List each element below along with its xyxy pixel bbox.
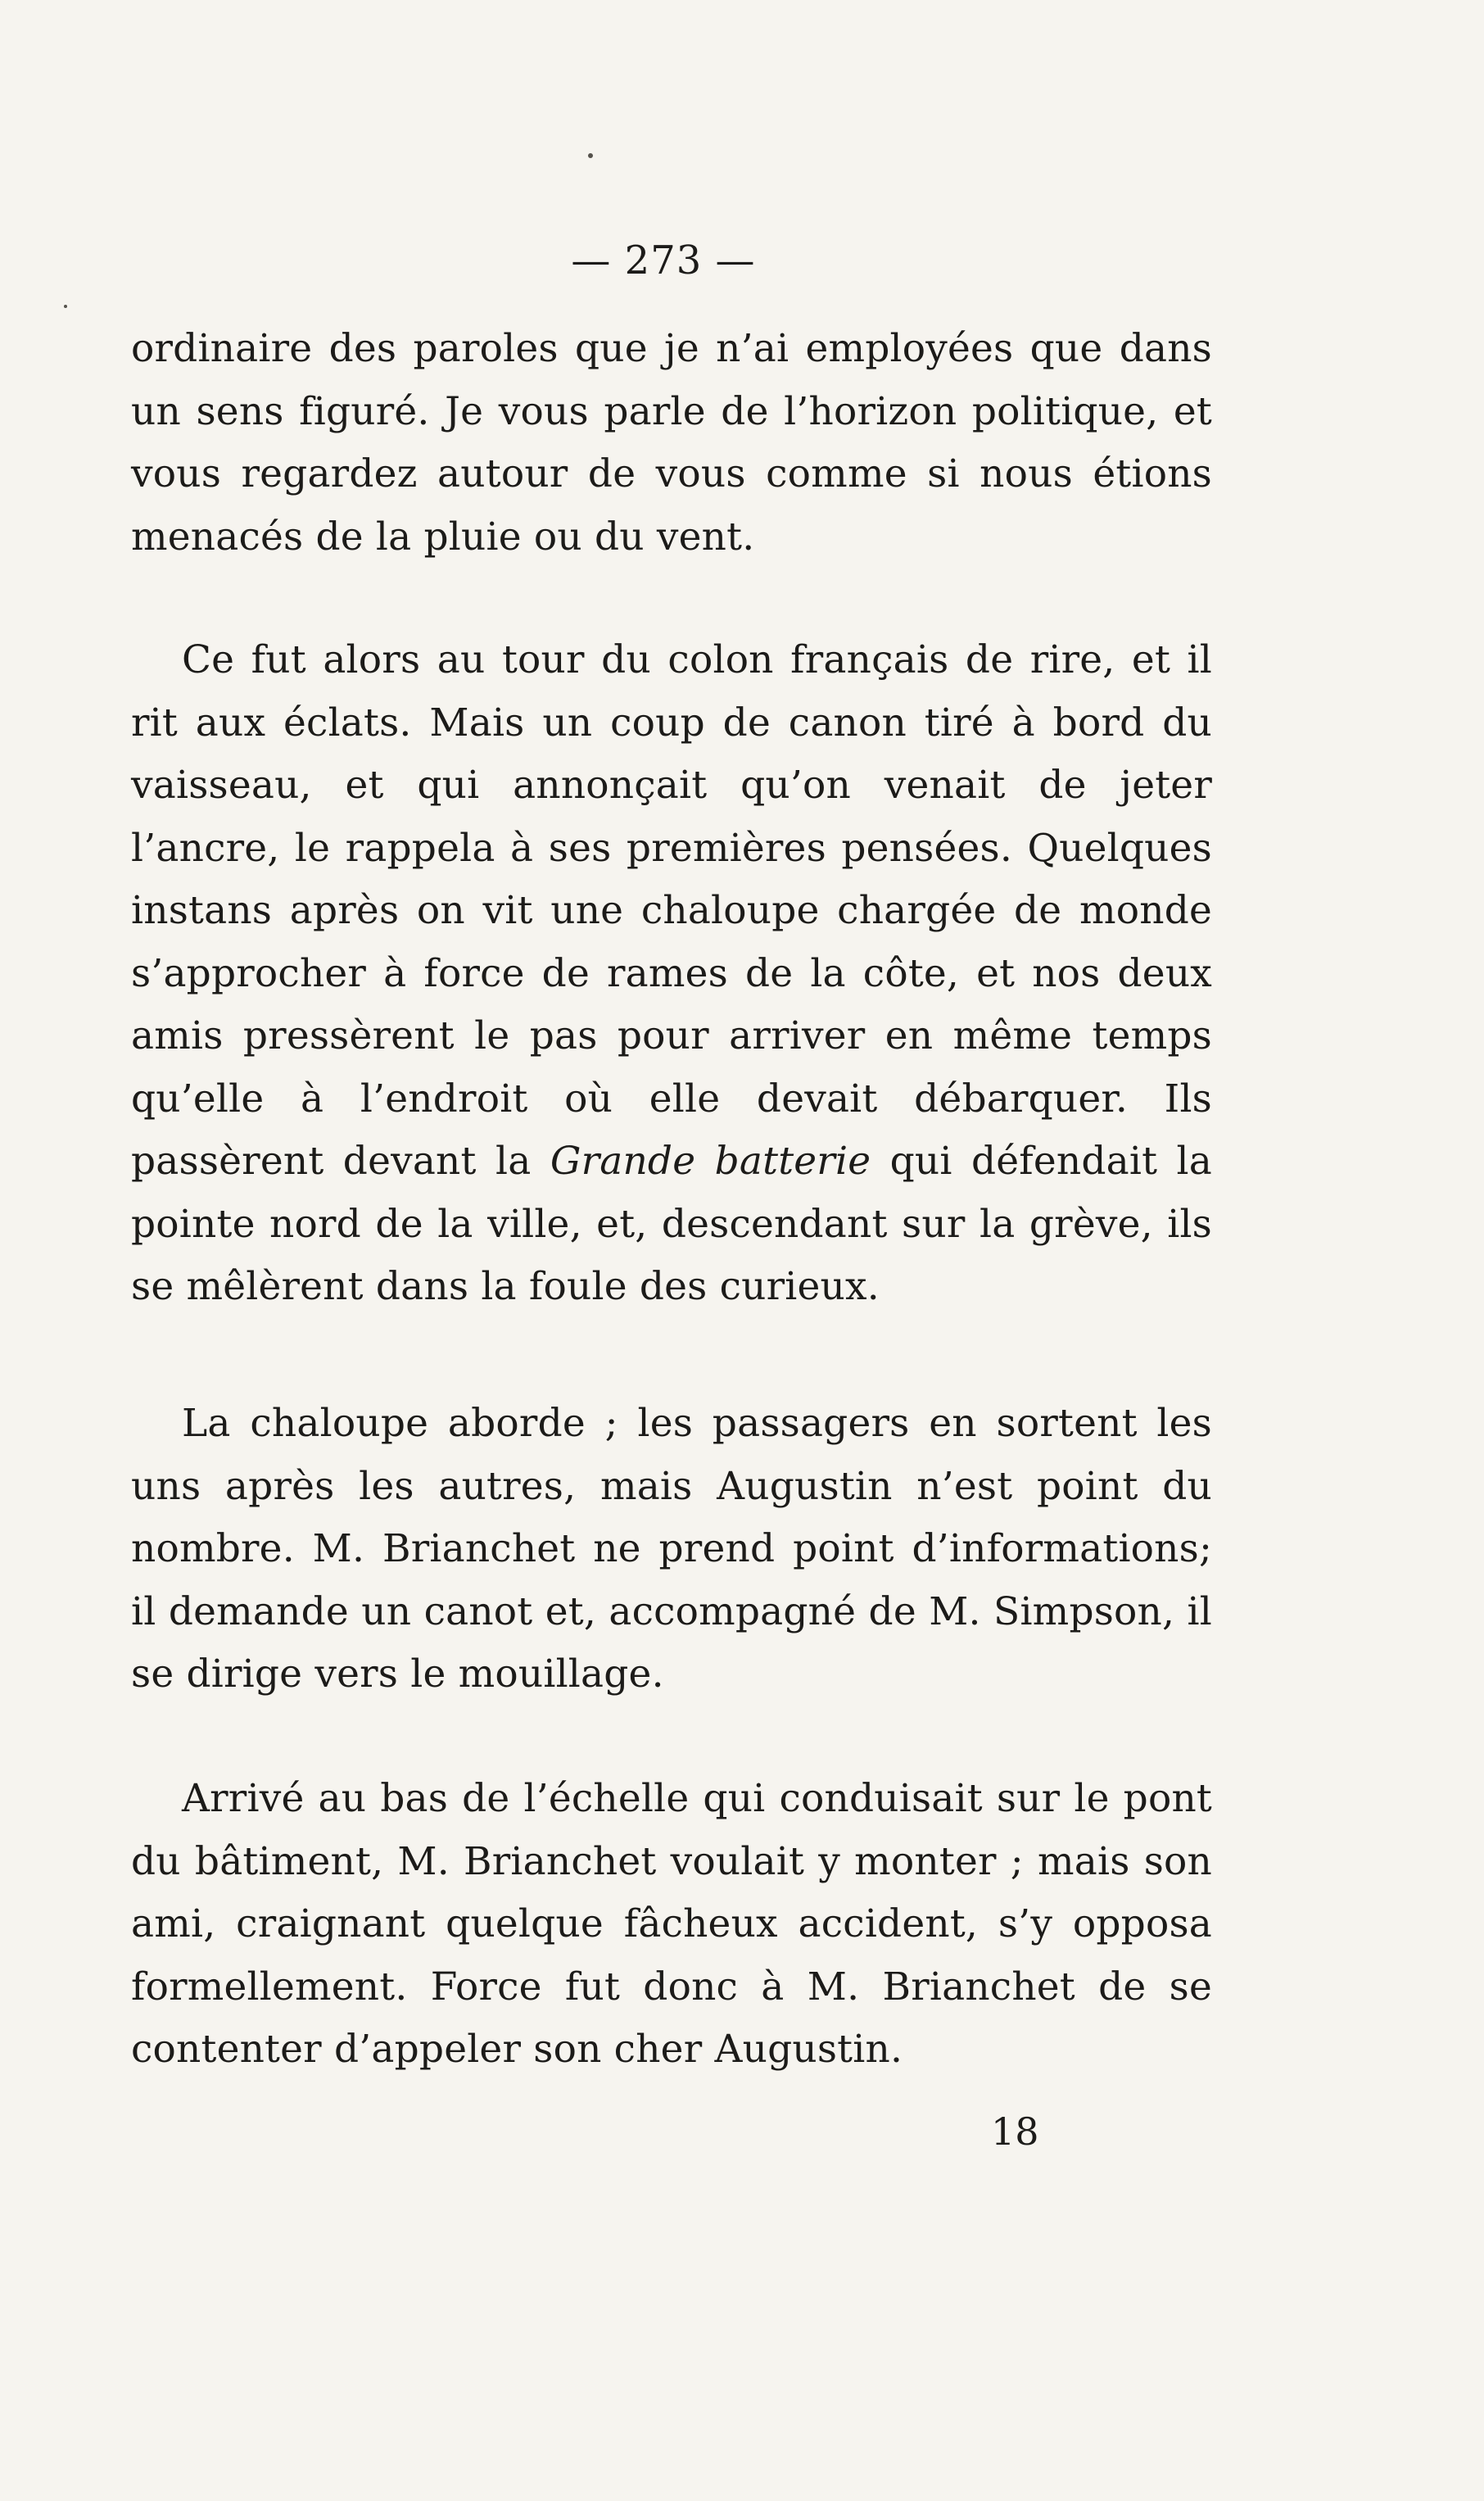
paragraph-continuation	[131, 318, 1212, 569]
ink-speck	[64, 305, 67, 308]
page-number-header: — 273 —	[571, 238, 756, 283]
paragraph-2-text-before: Ce fut alors au tour du colon français de rire, et il rit aux éclats. Mais un coup de canon tiré à bord du vaisseau, et qui annonçait qu’on venait de jeter l’ancre, le rappela à ses premières pensées. Quelques instans après on vit une chaloupe chargée de monde s’approcher à force de rames de la côte, et nos deux amis pressèrent le pas pour arriver en même temps qu’elle à l’endroit où elle devait débarquer. Ils passèrent devant la	[131, 637, 1212, 1184]
paragraph-2-text	[131, 629, 1212, 1319]
grande-batterie-italic: Grande batterie	[550, 1139, 871, 1184]
paragraph-2-text-after: qui défendait la pointe nord de la ville, et, descendant sur la grève, ils se mêlèrent dans la foule des curieux.	[131, 1139, 1212, 1309]
paragraph-echelle	[131, 1768, 1212, 2082]
paragraph-4-text: Arrivé au bas de l’échelle qui conduisait sur le pont du bâtiment, M. Brianchet voulait y monter ; mais son ami, craignant quelque fâcheux accident, s’y opposa formellement. Force fut donc à M. Brianchet de se contenter d’appeler son cher Augustin.	[131, 1776, 1212, 2072]
ink-speck	[588, 153, 593, 158]
paragraph-3-text: La chaloupe aborde ; les passagers en sortent les uns après les autres, mais Augustin n’est point du nombre. M. Brianchet ne prend point d’informations; il demande un canot et, accompagné de M. Simpson, il se dirige vers le mouillage.	[131, 1401, 1212, 1697]
paragraph-colon-laughs	[131, 629, 1212, 1319]
paragraph-chaloupe	[131, 1393, 1212, 1706]
paragraph-1-text: ordinaire des paroles que je n’ai employées que dans un sens figuré. Je vous parle de l’horizon politique, et vous regardez autour de vous comme si nous étions menacés de la pluie ou du vent.	[131, 326, 1212, 560]
signature-mark: 18	[991, 2109, 1039, 2154]
